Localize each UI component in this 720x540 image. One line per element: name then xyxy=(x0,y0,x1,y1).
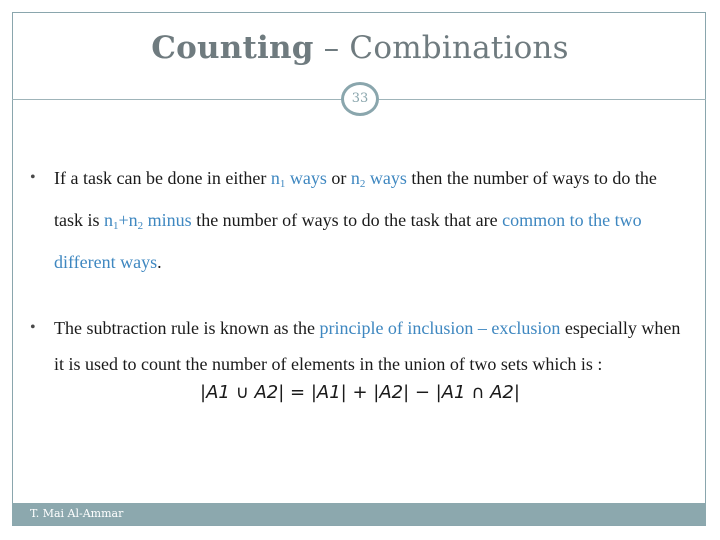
subscript: 2 xyxy=(359,178,366,190)
subscript: 1 xyxy=(113,220,119,232)
highlighted-text: common to the two different ways xyxy=(54,210,642,272)
page-number-badge: 33 xyxy=(341,82,379,116)
title-bold: Counting xyxy=(151,30,314,66)
footer-author: T. Mai Al-Ammar xyxy=(30,507,124,520)
slide-content xyxy=(30,160,690,382)
highlighted-text: minus xyxy=(143,210,192,230)
subscript: 1 xyxy=(279,178,286,190)
highlighted-text: ways xyxy=(365,168,407,188)
highlighted-text: ways xyxy=(285,168,327,188)
bullet-text: then the number of ways to do the task is xyxy=(54,168,657,230)
title-divider-left xyxy=(12,99,342,100)
subscript: 2 xyxy=(137,220,144,232)
inclusion-exclusion-formula: |A1 ∪ A2| = |A1| + |A2| − |A1 ∩ A2| xyxy=(200,382,520,403)
bullet-text: especially when it is used to count the number of elements in the union of two sets which is : xyxy=(54,318,681,374)
bullet-text: The subtraction rule is known as the xyxy=(54,318,320,338)
title-rest: – Combinations xyxy=(313,30,569,66)
bullet-text: the number of ways to do the task that are xyxy=(191,210,503,230)
highlighted-text: n xyxy=(270,168,280,188)
highlighted-text: n xyxy=(350,168,360,188)
bullet-item xyxy=(30,310,690,382)
bullet-item xyxy=(30,160,690,280)
highlighted-text: n xyxy=(104,210,114,230)
footer-bar xyxy=(12,503,706,525)
bullet-text: If a task can be done in either xyxy=(54,168,271,188)
slide-title xyxy=(0,30,720,66)
highlighted-text: principle of inclusion – exclusion xyxy=(319,318,561,338)
bullet-text: or xyxy=(326,168,351,188)
bullet-text: . xyxy=(157,252,162,272)
highlighted-text: +n xyxy=(118,210,138,230)
title-divider-right xyxy=(379,99,706,100)
